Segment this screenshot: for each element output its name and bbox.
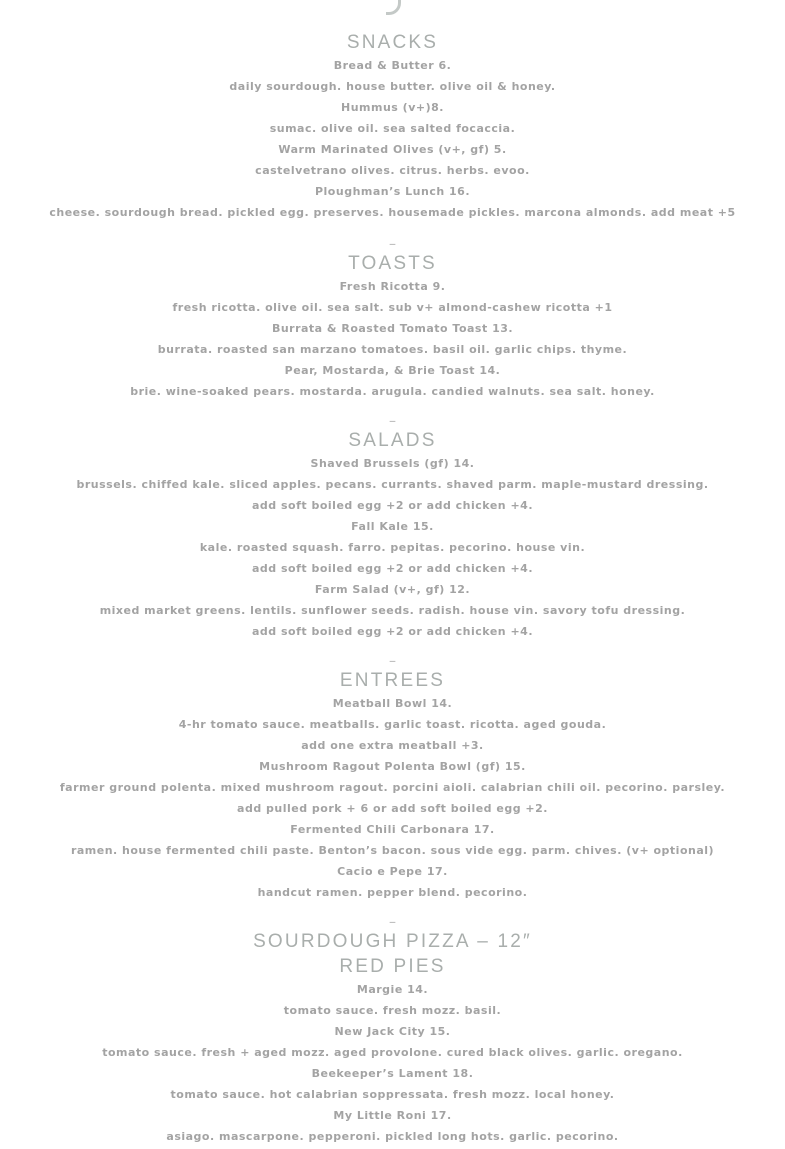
menu-item-description: daily sourdough. house butter. olive oil & honey. bbox=[229, 80, 556, 93]
menu-item-description: handcut ramen. pepper blend. pecorino. bbox=[257, 886, 528, 899]
section-title-salads: SALADS bbox=[348, 430, 437, 451]
menu-item-name: Hummus (v+)8. bbox=[341, 101, 444, 114]
menu-item-description: mixed market greens. lentils. sunflower seeds. radish. house vin. savory tofu dressing. bbox=[99, 604, 686, 617]
section-subtitle-red-pies: RED PIES bbox=[339, 956, 446, 977]
section-title-toasts: TOASTS bbox=[348, 253, 437, 274]
menu-item-description: brie. wine-soaked pears. mostarda. arugula. candied walnuts. sea salt. honey. bbox=[130, 385, 655, 398]
menu-item-name: Warm Marinated Olives (v+, gf) 5. bbox=[278, 143, 507, 156]
menu-item-addon: add soft boiled egg +2 or add chicken +4. bbox=[252, 625, 533, 638]
section-title-entrees: ENTREES bbox=[339, 670, 446, 691]
menu-item-description: tomato sauce. hot calabrian soppressata. fresh mozz. local honey. bbox=[170, 1088, 615, 1101]
section-toasts bbox=[0, 251, 785, 426]
section-divider: _ bbox=[389, 910, 396, 923]
menu-item-description: tomato sauce. fresh mozz. basil. bbox=[283, 1004, 502, 1017]
menu-item-description: 4-hr tomato sauce. meatballs. garlic toast. ricotta. aged gouda. bbox=[178, 718, 607, 731]
menu-item-name: Bread & Butter 6. bbox=[333, 59, 452, 72]
menu-item-name: Fall Kale 15. bbox=[351, 520, 434, 533]
menu-item-name: Meatball Bowl 14. bbox=[332, 697, 453, 710]
menu-item-name: Fresh Ricotta 9. bbox=[339, 280, 446, 293]
menu-item-description: brussels. chiffed kale. sliced apples. pecans. currants. shaved parm. maple-mustard dressing. bbox=[76, 478, 709, 491]
section-divider: _ bbox=[389, 409, 396, 422]
menu-item-name: Farm Salad (v+, gf) 12. bbox=[314, 583, 471, 596]
menu-item-description: ramen. house fermented chili paste. Benton’s bacon. sous vide egg. parm. chives. (v+ optional) bbox=[70, 844, 715, 857]
menu-item-addon: add soft boiled egg +2 or add chicken +4. bbox=[252, 499, 533, 512]
menu-item-description: sumac. olive oil. sea salted focaccia. bbox=[269, 122, 516, 135]
section-divider: _ bbox=[389, 232, 396, 245]
menu-item-name: My Little Roni 17. bbox=[333, 1109, 452, 1122]
menu-item-name: Burrata & Roasted Tomato Toast 13. bbox=[271, 322, 514, 335]
menu-item-name: Cacio e Pepe 17. bbox=[337, 865, 448, 878]
section-pizza bbox=[0, 929, 785, 1147]
menu-item-name: Shaved Brussels (gf) 14. bbox=[310, 457, 475, 470]
menu-item-description: castelvetrano olives. citrus. herbs. evoo. bbox=[255, 164, 530, 177]
section-divider: _ bbox=[389, 649, 396, 662]
menu-item-description: farmer ground polenta. mixed mushroom ragout. porcini aioli. calabrian chili oil. pecorino. parsley. bbox=[59, 781, 726, 794]
section-entrees bbox=[0, 668, 785, 927]
menu-item-name: New Jack City 15. bbox=[334, 1025, 451, 1038]
menu-item-description: fresh ricotta. olive oil. sea salt. sub v+ almond-cashew ricotta +1 bbox=[172, 301, 613, 314]
menu-item-name: Pear, Mostarda, & Brie Toast 14. bbox=[284, 364, 501, 377]
menu-item-description: kale. roasted squash. farro. pepitas. pecorino. house vin. bbox=[199, 541, 586, 554]
section-snacks bbox=[0, 30, 785, 249]
section-salads bbox=[0, 428, 785, 666]
menu-item-description: tomato sauce. fresh + aged mozz. aged provolone. cured black olives. garlic. oregano. bbox=[102, 1046, 683, 1059]
menu-item-name: Margie 14. bbox=[356, 983, 429, 996]
menu bbox=[0, 30, 785, 1147]
section-title-pizza: SOURDOUGH PIZZA – 12″ bbox=[253, 931, 532, 952]
logo-fragment bbox=[386, 0, 401, 15]
menu-item-addon: add pulled pork + 6 or add soft boiled egg +2. bbox=[237, 802, 548, 815]
menu-item-name: Beekeeper’s Lament 18. bbox=[311, 1067, 474, 1080]
menu-item-addon: add one extra meatball +3. bbox=[301, 739, 484, 752]
menu-item-name: Fermented Chili Carbonara 17. bbox=[290, 823, 495, 836]
section-title-snacks: SNACKS bbox=[346, 32, 439, 53]
menu-item-description: cheese. sourdough bread. pickled egg. preserves. housemade pickles. marcona almonds. add meat +5 bbox=[49, 206, 736, 219]
menu-item-name: Mushroom Ragout Polenta Bowl (gf) 15. bbox=[259, 760, 526, 773]
menu-item-description: asiago. mascarpone. pepperoni. pickled long hots. garlic. pecorino. bbox=[166, 1130, 619, 1143]
menu-item-description: burrata. roasted san marzano tomatoes. basil oil. garlic chips. thyme. bbox=[157, 343, 628, 356]
menu-item-addon: add soft boiled egg +2 or add chicken +4. bbox=[252, 562, 533, 575]
menu-item-name: Ploughman’s Lunch 16. bbox=[314, 185, 471, 198]
